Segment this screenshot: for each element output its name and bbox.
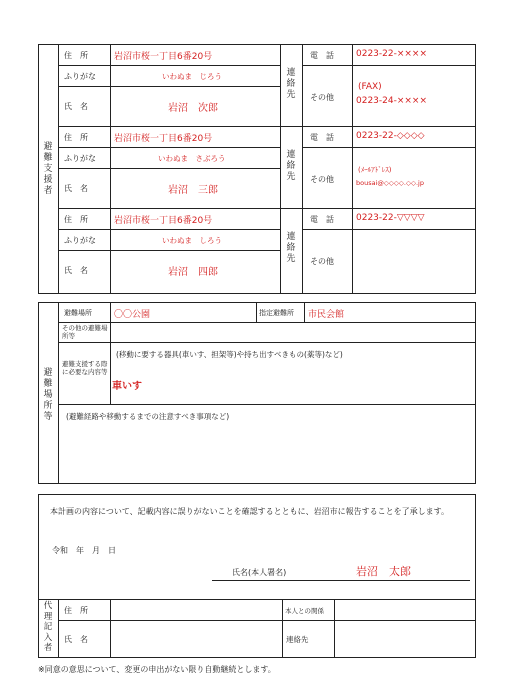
address-value: 岩沼市桜一丁目6番20号 — [114, 216, 213, 226]
furigana-value: いわぬま さぶろう — [158, 154, 226, 163]
other-value: (ﾒｰﾙｱﾄﾞﾚｽ) — [358, 166, 392, 174]
name-label: 氏 名 — [64, 102, 88, 111]
other-label: その他 — [310, 93, 334, 102]
phone-label: 電 話 — [310, 215, 334, 224]
furigana-value: いわぬま じろう — [162, 72, 222, 81]
proxy-name-label: 氏 名 — [64, 635, 88, 644]
phone-value: 0223-22-▽▽▽▽ — [356, 213, 425, 223]
other-place-label: その他の避難場所等 — [62, 324, 108, 340]
name-value: 岩沼 次郎 — [168, 103, 218, 114]
other-value: 0223-24-×××× — [356, 96, 428, 106]
furigana-label: ふりがな — [64, 72, 96, 81]
other-value: bousai@◇◇◇◇.◇◇.jp — [356, 179, 424, 187]
signature-value: 岩沼 太郎 — [356, 565, 411, 578]
support-label: 避難支援する際に必要な内容等 — [62, 360, 108, 376]
proxy-relation-label: 本人との関係 — [285, 607, 324, 615]
address-label: 住 所 — [64, 51, 88, 60]
designated-label: 指定避難所 — [259, 309, 294, 317]
name-label: 氏 名 — [64, 266, 88, 275]
phone-label: 電 話 — [310, 133, 334, 142]
phone-label: 電 話 — [310, 51, 334, 60]
consent-statement: 本計画の内容について、記載内容に誤りがないことを確認するとともに、岩沼市に報告することを了承します。 — [50, 507, 450, 516]
phone-value: 0223-22-◇◇◇◇ — [356, 131, 425, 141]
signature-label: 氏名(本人署名) — [232, 568, 287, 577]
furigana-label: ふりがな — [64, 154, 96, 163]
name-label: 氏 名 — [64, 184, 88, 193]
furigana-label: ふりがな — [64, 236, 96, 245]
other-label: その他 — [310, 257, 334, 266]
proxy-contact-label: 連絡先 — [286, 635, 309, 644]
date-line: 令和 年 月 日 — [52, 546, 116, 555]
proxy-address-label: 住 所 — [64, 606, 88, 615]
footer-note: ※同意の意思について、変更の申出がない限り自動継続とします。 — [38, 665, 276, 674]
supporters-side-label: 避難支援者 — [43, 142, 53, 196]
divider — [58, 44, 59, 294]
address-value: 岩沼市桜一丁目6番20号 — [114, 134, 213, 144]
proxy-side-label: 代理記入者 — [43, 601, 53, 653]
phone-value: 0223-22-×××× — [356, 49, 428, 59]
support-value: 車いす — [112, 381, 142, 392]
designated-value: 市民会館 — [308, 310, 345, 320]
contact-label: 連絡先 — [286, 150, 296, 182]
route-note: (避難経路や移動するまでの注意すべき事項など) — [66, 412, 230, 421]
furigana-value: いわぬま しろう — [162, 236, 222, 245]
other-value: (FAX) — [358, 82, 382, 92]
contact-label: 連絡先 — [286, 232, 296, 264]
other-label: その他 — [310, 175, 334, 184]
place-label: 避難場所 — [64, 309, 92, 317]
place-value: 〇〇公園 — [114, 310, 151, 320]
evacuation-side-label: 避難場所等 — [43, 368, 53, 422]
address-label: 住 所 — [64, 133, 88, 142]
support-note: (移動に要する器具(車いす、担架等)や持ち出すべきもの(薬等)など) — [116, 350, 343, 359]
name-value: 岩沼 四郎 — [168, 267, 218, 278]
address-label: 住 所 — [64, 215, 88, 224]
address-value: 岩沼市桜一丁目6番20号 — [114, 52, 213, 62]
contact-label: 連絡先 — [286, 68, 296, 100]
supporters-table — [38, 44, 476, 294]
name-value: 岩沼 三郎 — [168, 185, 218, 196]
